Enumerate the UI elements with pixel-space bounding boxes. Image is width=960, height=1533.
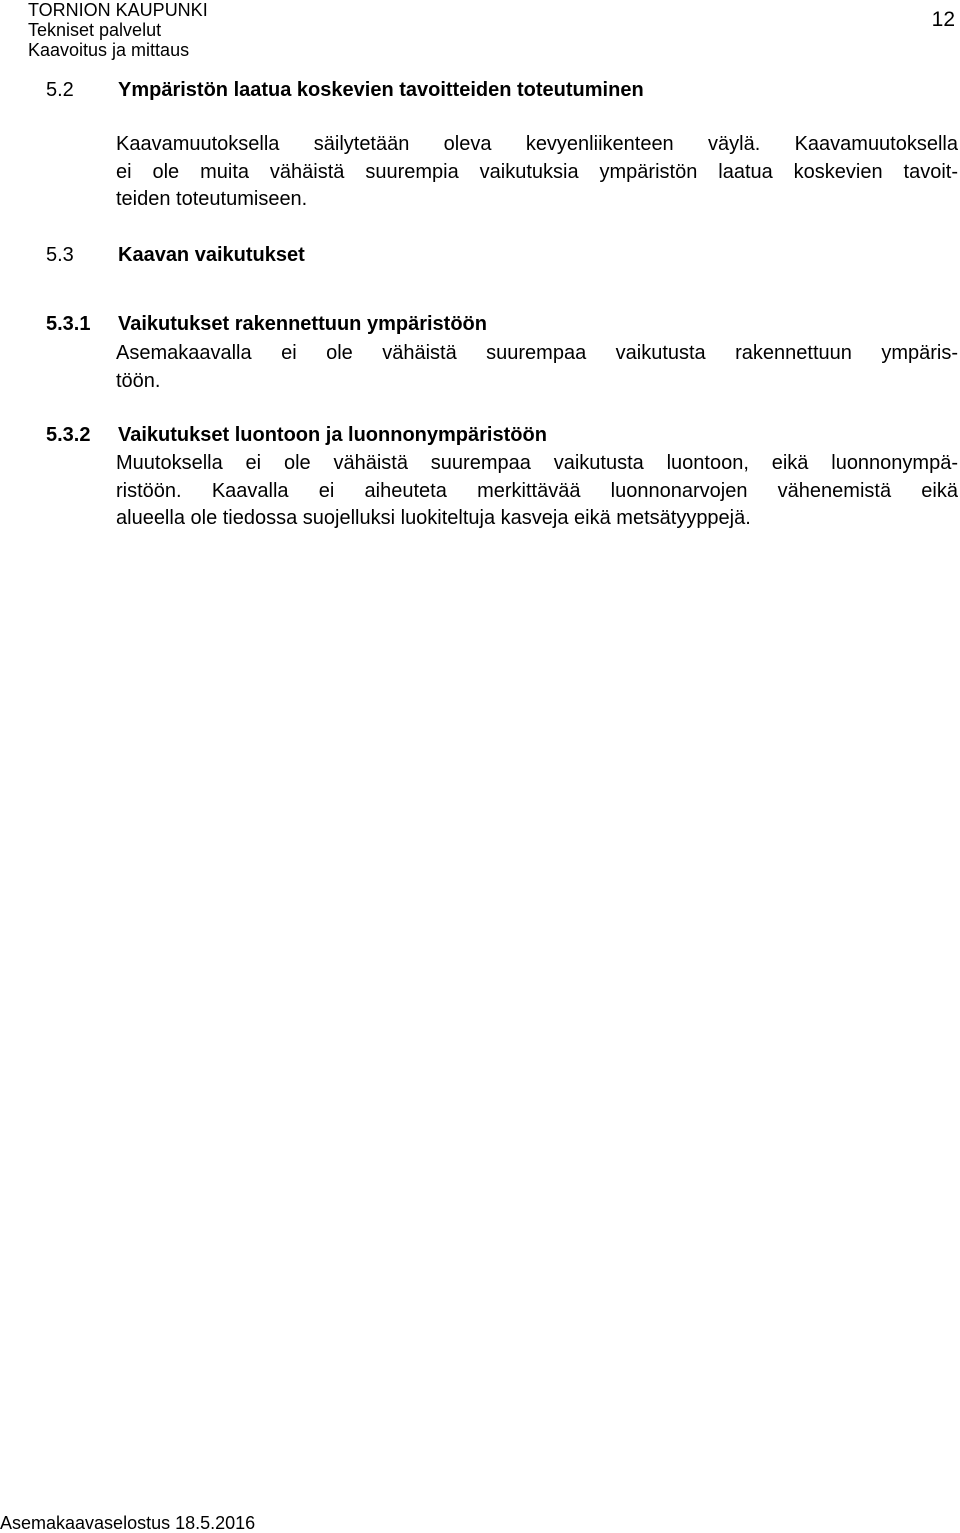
org-unit: Kaavoitus ja mittaus <box>28 40 190 60</box>
section-heading-5-3-1 <box>46 311 487 337</box>
body-line: Kaavamuutoksella säilytetään oleva kevyenliikenteen väylä. Kaavamuutoksella <box>116 133 958 155</box>
section-title: Kaavan vaikutukset <box>118 244 305 266</box>
body-line: ristöön. Kaavalla ei aiheuteta merkittävää luonnonarvojen vähenemistä eikä <box>116 479 958 502</box>
section-title: Vaikutukset rakennettuun ympäristöön <box>118 313 487 335</box>
body-line: Asemakaavalla ei ole vähäistä suurempaa vaikutusta rakennettuun ympäris- <box>116 342 958 364</box>
header-organization <box>28 0 208 60</box>
footer-document-info: Asemakaavaselostus 18.5.2016 <box>0 1513 256 1533</box>
section-body-5-3-2 <box>116 450 958 533</box>
section-body-5-3-1 <box>116 340 958 395</box>
section-number: 5.3 <box>46 244 74 266</box>
section-number: 5.3.2 <box>46 424 91 446</box>
section-heading-5-3-2 <box>46 422 547 448</box>
body-line: Muutoksella ei ole vähäistä suurempaa vaikutusta luontoon, eikä luonnonympä- <box>116 452 958 474</box>
page-number: 12 <box>931 8 955 31</box>
org-department: Tekniset palvelut <box>28 20 162 40</box>
body-line: ei ole muita vähäistä suurempia vaikutuksia ympäristön laatua koskevien tavoit- <box>116 160 958 183</box>
section-title: Ympäristön laatua koskevien tavoitteiden toteutuminen <box>118 79 644 101</box>
body-line: teiden toteutumiseen. <box>116 188 308 210</box>
section-heading-5-2 <box>46 77 644 103</box>
section-number: 5.2 <box>46 79 74 101</box>
section-body-5-2 <box>116 131 958 214</box>
body-line: töön. <box>116 369 161 392</box>
section-number: 5.3.1 <box>46 313 91 335</box>
section-heading-5-3 <box>46 242 305 268</box>
body-line: alueella ole tiedossa suojelluksi luokiteltuja kasveja eikä metsätyyppejä. <box>116 507 751 529</box>
org-name: TORNION KAUPUNKI <box>28 0 208 20</box>
section-title: Vaikutukset luontoon ja luonnonympäristöön <box>118 424 547 446</box>
